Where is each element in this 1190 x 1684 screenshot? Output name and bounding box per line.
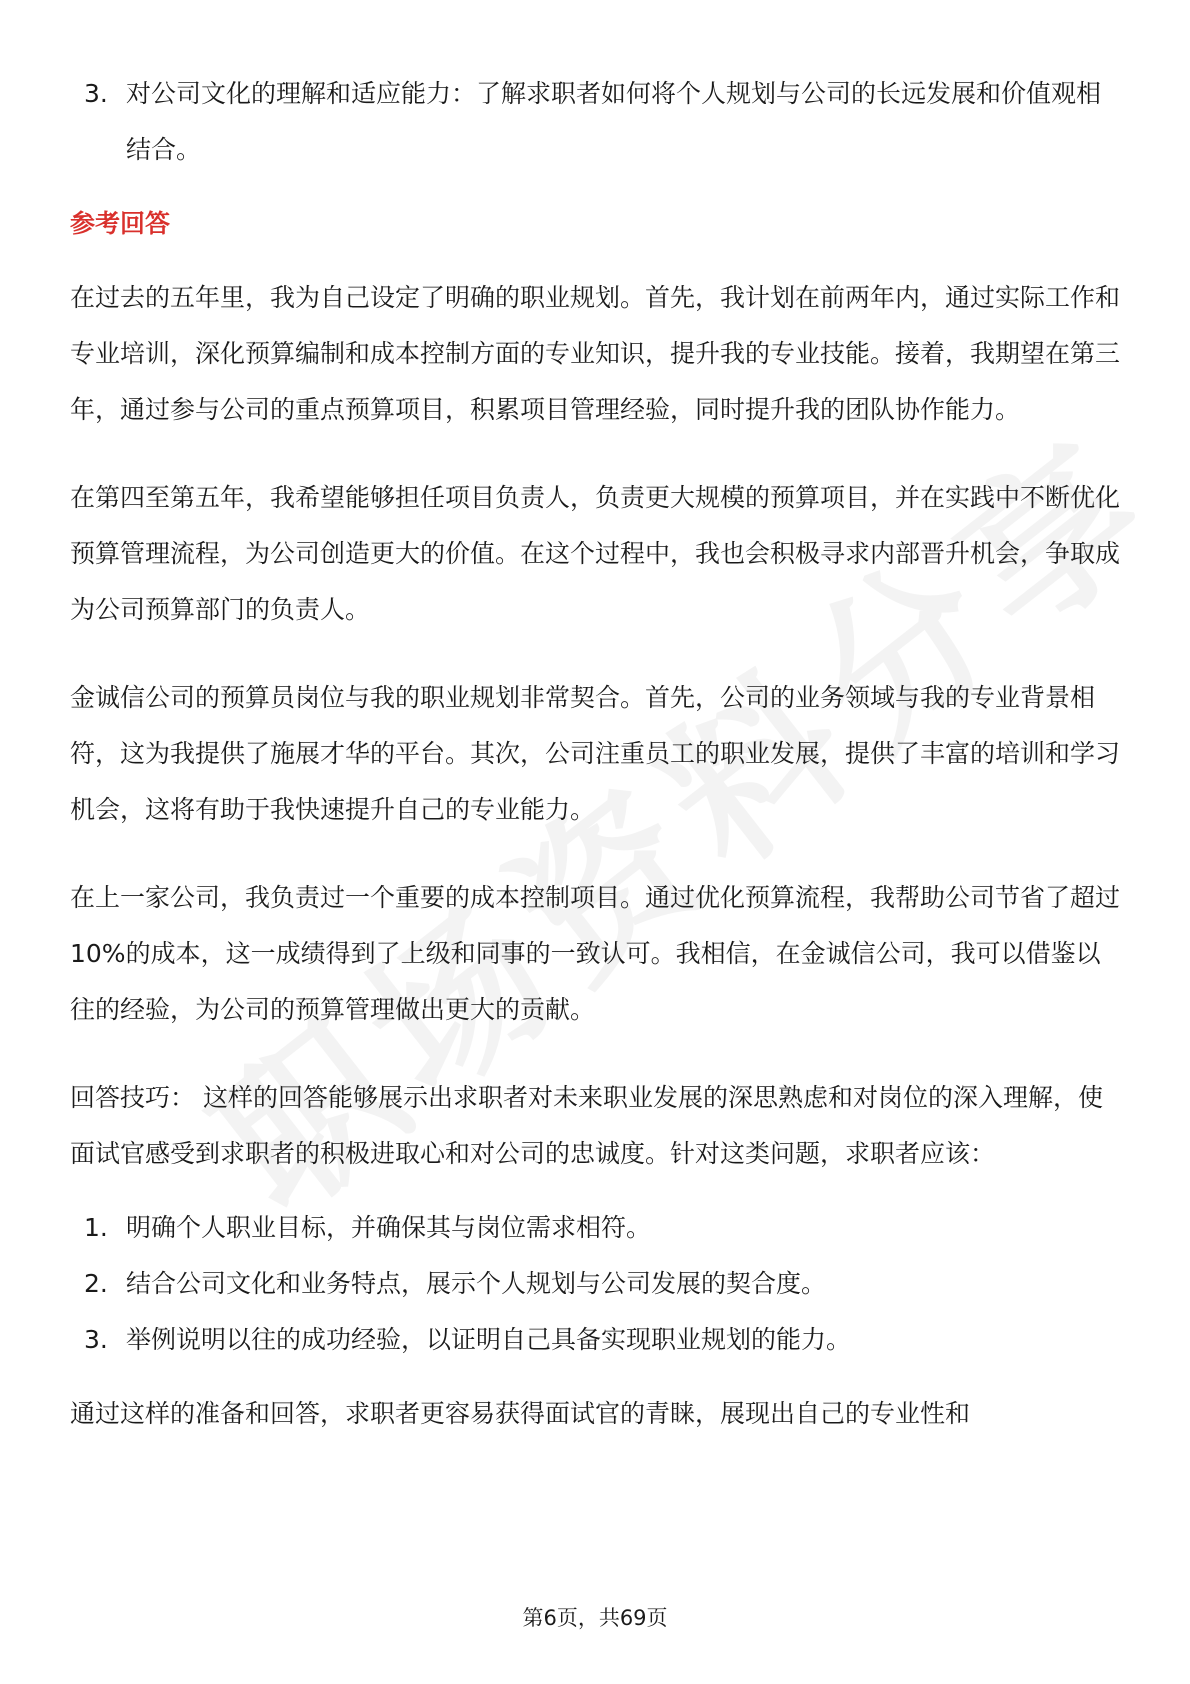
tips-list [70, 1200, 1120, 1368]
closing-paragraph: 通过这样的准备和回答，求职者更容易获得面试官的青睐，展现出自己的专业性和 [70, 1399, 971, 1428]
list-item [70, 1312, 1120, 1368]
section-heading: 参考回答 [70, 209, 171, 238]
list-item [70, 66, 1120, 178]
answer-paragraph: 金诚信公司的预算员岗位与我的职业规划非常契合。首先，公司的业务领域与我的专业背景相符，这为我提供了施展才华的平台。其次，公司注重员工的职业发展，提供了丰富的培训和学习机会，这将有助于我快速提升自己的专业能力。 [70, 683, 1121, 824]
page-content [70, 66, 1120, 1442]
list-item-text: 结合公司文化和业务特点，展示个人规划与公司发展的契合度。 [126, 1269, 827, 1298]
answer-paragraph: 在过去的五年里，我为自己设定了明确的职业规划。首先，我计划在前两年内，通过实际工作和专业培训，深化预算编制和成本控制方面的专业知识，提升我的专业技能。接着，我期望在第三年，通过参与公司的重点预算项目，积累项目管理经验，同时提升我的团队协作能力。 [70, 283, 1121, 424]
page-number: 第6页，共69页 [522, 1606, 668, 1630]
list-item-number: 1. [84, 1213, 108, 1242]
criteria-list [70, 66, 1120, 178]
answer-paragraph: 在第四至第五年，我希望能够担任项目负责人，负责更大规模的预算项目，并在实践中不断优化预算管理流程，为公司创造更大的价值。在这个过程中，我也会积极寻求内部晋升机会，争取成为公司预算部门的负责人。 [70, 483, 1121, 624]
answer-paragraph: 在上一家公司，我负责过一个重要的成本控制项目。通过优化预算流程，我帮助公司节省了超过10%的成本，这一成绩得到了上级和同事的一致认可。我相信，在金诚信公司，我可以借鉴以往的经验，为公司的预算管理做出更大的贡献。 [70, 883, 1121, 1024]
list-item-number: 2. [84, 1269, 108, 1298]
list-item-text: 举例说明以往的成功经验，以证明自己具备实现职业规划的能力。 [126, 1325, 852, 1354]
list-item-number: 3. [84, 79, 108, 108]
list-item-number: 3. [84, 1325, 108, 1354]
tips-paragraph: 回答技巧： 这样的回答能够展示出求职者对未来职业发展的深思熟虑和对岗位的深入理解，使面试官感受到求职者的积极进取心和对公司的忠诚度。针对这类问题，求职者应该： [70, 1083, 1103, 1168]
list-item-text: 明确个人职业目标，并确保其与岗位需求相符。 [126, 1213, 652, 1242]
list-item [70, 1256, 1120, 1312]
list-item [70, 1200, 1120, 1256]
list-item-text: 对公司文化的理解和适应能力：了解求职者如何将个人规划与公司的长远发展和价值观相结合。 [126, 79, 1102, 164]
